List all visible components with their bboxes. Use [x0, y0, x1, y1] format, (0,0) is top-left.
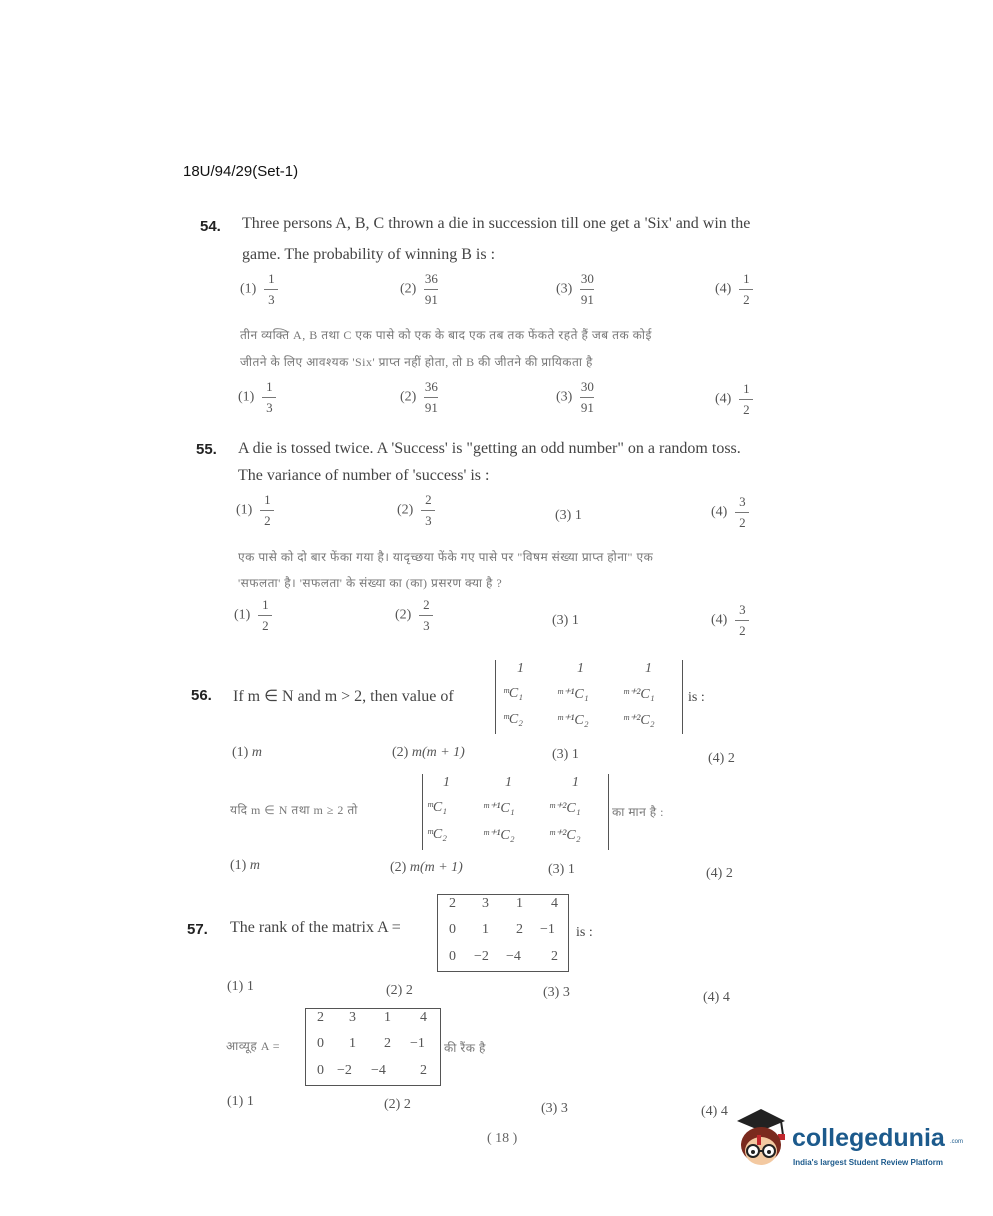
hindi-option-1: (1) $\frac{1}{2}$ [234, 598, 272, 632]
question-suffix: is : [576, 925, 593, 940]
question-number: 56. [191, 687, 212, 704]
matrix-cell: 0 [317, 1036, 324, 1051]
matrix-cell: 1 [482, 922, 489, 937]
det-cell: 1 [517, 661, 524, 676]
option-4: (4) $\frac{3}{2}$ [711, 495, 749, 529]
hindi-option-1: (1) 1 [227, 1094, 254, 1109]
det-cell: ᵐ⁺¹C₁ [557, 687, 589, 702]
question-text: If m ∈ N and m > 2, then value of [233, 688, 454, 705]
hindi-text: आव्यूह A = [226, 1039, 280, 1053]
question-text: game. The probability of winning B is : [242, 246, 496, 263]
hindi-text: जीतने के लिए आवश्यक 'Six' प्राप्त नहीं होता, तो B की जीतने की प्रायिकता है [240, 355, 593, 369]
option-3: (3) $\frac{30}{91}$ [556, 271, 594, 307]
det-cell: ᵐC₁ [503, 686, 524, 701]
option-1: (1) 1 [227, 979, 254, 994]
hindi-option-3: (3) $\frac{30}{91}$ [556, 379, 594, 415]
matrix-cell: −1 [540, 922, 555, 937]
question-text: The variance of number of 'success' is : [238, 467, 490, 484]
option-4: (4) 4 [703, 990, 730, 1005]
question-text: Three persons A, B, C thrown a die in succession till one get a 'Six' and win the [242, 215, 751, 232]
question-number: 55. [196, 441, 217, 458]
hindi-option-3: (3) 3 [541, 1101, 568, 1116]
option-4: (4) $\frac{1}{2}$ [715, 272, 753, 306]
option-1: (1) $\frac{1}{2}$ [236, 493, 274, 527]
hindi-option-3: (3) 1 [548, 862, 575, 877]
option-2: (2) m(m + 1) [392, 745, 465, 760]
det-cell: ᵐC₂ [427, 827, 448, 842]
matrix-cell: −4 [371, 1063, 386, 1078]
det-cell: ᵐ⁺¹C₁ [483, 801, 515, 816]
question-text: The rank of the matrix A = [230, 919, 401, 936]
question-suffix: is : [688, 690, 705, 705]
det-cell: ᵐC₁ [427, 800, 448, 815]
matrix-cell: 2 [317, 1010, 324, 1025]
matrix-cell: 3 [349, 1010, 356, 1025]
matrix-cell: 1 [349, 1036, 356, 1051]
det-cell: ᵐ⁺¹C₂ [557, 713, 589, 728]
matrix-cell: 2 [384, 1036, 391, 1051]
hindi-text: एक पासे को दो बार फेंका गया है। यादृच्छया फेंके गए पासे पर "विषम संख्या प्राप्त होना" एक [238, 550, 654, 564]
det-cell: 1 [645, 661, 652, 676]
matrix-cell: 1 [384, 1010, 391, 1025]
option-1: (1) $\frac{1}{3}$ [240, 272, 278, 306]
matrix-cell: 0 [449, 922, 456, 937]
option-2: (2) $\frac{2}{3}$ [397, 493, 435, 527]
hindi-text: यदि m ∈ N तथा m ≥ 2 तो [230, 803, 358, 817]
matrix-cell: 3 [482, 896, 489, 911]
hindi-option-1: (1) $\frac{1}{3}$ [238, 380, 276, 414]
matrix-cell: −2 [337, 1063, 352, 1078]
matrix-cell: −1 [410, 1036, 425, 1051]
option-1: (1) m [232, 745, 262, 760]
hindi-option-4: (4) 4 [701, 1104, 728, 1119]
det-cell: ᵐC₂ [503, 712, 524, 727]
page-number: ( 18 ) [487, 1131, 518, 1146]
matrix-cell: −2 [474, 949, 489, 964]
matrix-cell: 4 [551, 896, 558, 911]
question-text: A die is tossed twice. A 'Success' is "getting an odd number" on a random toss. [238, 440, 741, 457]
question-number: 57. [187, 921, 208, 938]
mascot-icon [733, 1105, 791, 1175]
matrix-cell: 0 [317, 1063, 324, 1078]
hindi-option-4: (4) $\frac{3}{2}$ [711, 603, 749, 637]
hindi-option-2: (2) $\frac{2}{3}$ [395, 598, 433, 632]
hindi-text: तीन व्यक्ति A, B तथा C एक पासे को एक के बाद एक तब तक फेंकते रहते हैं जब तक कोई [240, 328, 652, 342]
hindi-option-2: (2) m(m + 1) [390, 860, 463, 875]
hindi-option-1: (1) m [230, 858, 260, 873]
det-cell: ᵐ⁺²C₂ [623, 713, 655, 728]
hindi-text: 'सफलता' है। 'सफलता' के संख्या का (का) प्रसरण क्या है ? [238, 576, 503, 590]
hindi-option-3: (3) 1 [552, 613, 579, 628]
hindi-option-2: (2) $\frac{36}{91}$ [400, 379, 438, 415]
logo-tagline: India's largest Student Review Platform [793, 1158, 943, 1167]
option-4: (4) 2 [708, 751, 735, 766]
det-cell: ᵐ⁺²C₁ [549, 801, 581, 816]
logo-wordmark: collegedunia [792, 1124, 945, 1152]
option-3: (3) 3 [543, 985, 570, 1000]
option-3: (3) 1 [552, 747, 579, 762]
hindi-option-4: (4) 2 [706, 866, 733, 881]
option-2: (2) 2 [386, 983, 413, 998]
det-cell: 1 [572, 775, 579, 790]
det-cell: 1 [443, 775, 450, 790]
question-number: 54. [200, 218, 221, 235]
logo-domain: .com [950, 1139, 964, 1145]
det-cell: ᵐ⁺²C₁ [623, 687, 655, 702]
matrix-cell: −4 [506, 949, 521, 964]
matrix-cell: 2 [449, 896, 456, 911]
option-2: (2) $\frac{36}{91}$ [400, 271, 438, 307]
det-cell: 1 [577, 661, 584, 676]
hindi-suffix: की रैंक है [444, 1041, 486, 1055]
det-cell: ᵐ⁺¹C₂ [483, 828, 515, 843]
matrix-cell: 0 [449, 949, 456, 964]
matrix-cell: 2 [551, 949, 558, 964]
det-cell: 1 [505, 775, 512, 790]
matrix-cell: 4 [420, 1010, 427, 1025]
paper-code: 18U/94/29(Set-1) [183, 163, 299, 180]
det-cell: ᵐ⁺²C₂ [549, 828, 581, 843]
hindi-suffix: का मान है : [612, 805, 664, 819]
matrix-cell: 2 [516, 922, 523, 937]
matrix-cell: 1 [516, 896, 523, 911]
hindi-option-2: (2) 2 [384, 1097, 411, 1112]
matrix-cell: 2 [420, 1063, 427, 1078]
hindi-option-4: (4) $\frac{1}{2}$ [715, 382, 753, 416]
option-3: (3) 1 [555, 508, 582, 523]
